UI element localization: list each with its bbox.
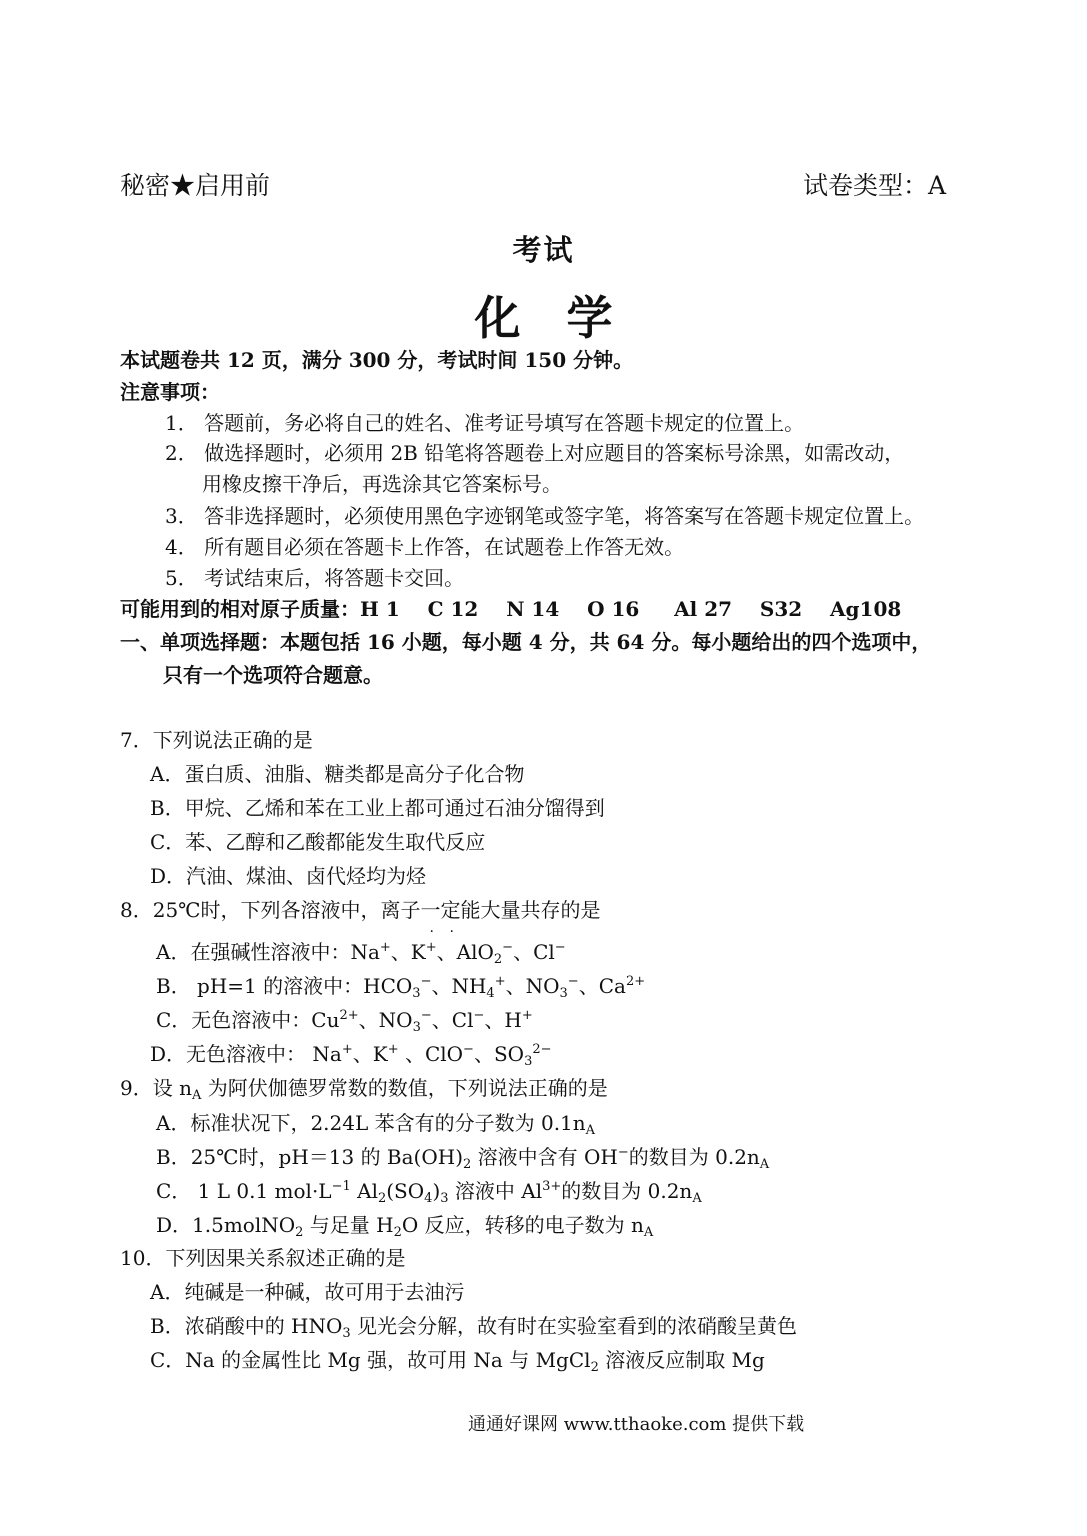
- notice-item: 2． 做选择题时，必须用 2B 铅笔将答题卷上对应题目的答案标号涂黑，如需改动，: [165, 441, 905, 465]
- q7-option-b: B．甲烷、乙烯和苯在工业上都可通过石油分馏得到: [150, 796, 605, 820]
- header-confidential: 秘密★启用前: [120, 171, 271, 200]
- notice-item: 4． 所有题目必须在答题卡上作答，在试题卷上作答无效。: [165, 535, 685, 559]
- q8-option-d: D．无色溶液中： Na+、K+ 、ClO−、$SO_3^{2-}$: [150, 1042, 552, 1069]
- question-8-stem: 8．25℃时，下列各溶液中，离子一定能大量共存的是: [120, 898, 601, 922]
- footer-source: 通通好课网 www.tthaoke.com 提供下载: [468, 1414, 805, 1435]
- q8-option-b: B． pH=1 的溶液中：$HCO_3^-$、$NH_4^+$、$NO_3^-$、$Ca^{2+}$: [156, 974, 646, 1001]
- question-7-stem: 7．下列说法正确的是: [120, 728, 313, 752]
- q7-option-c: C．苯、乙醇和乙酸都能发生取代反应: [150, 830, 486, 854]
- section-heading-cont: 只有一个选项符合题意。: [163, 663, 383, 687]
- q9-option-a: A．标准状况下，2.24L 苯含有的分子数为 $0.1n_A$: [156, 1111, 596, 1138]
- notice-item: 1． 答题前，务必将自己的姓名、准考证号填写在答题卡规定的位置上。: [165, 411, 805, 435]
- q7-option-a: A．蛋白质、油脂、糖类都是高分子化合物: [150, 762, 525, 786]
- section-heading: 一、单项选择题：本题包括 16 小题，每小题 4 分，共 64 分。每小题给出的四个选项中，: [120, 630, 932, 654]
- q10-option-c: C．Na 的金属性比 Mg 强，故可用 Na 与 MgCl$_2$ 溶液反应制取 Mg: [150, 1348, 765, 1375]
- intro-text: 本试题卷共 12 页，满分 300 分，考试时间 150 分钟。: [120, 348, 634, 372]
- emphasis-char: 定: [440, 898, 461, 922]
- emphasis-char: 一: [420, 898, 441, 922]
- q8-option-c: C．无色溶液中：$Cu^{2+}$、$NO_3^-$、Cl−、H+: [156, 1008, 533, 1035]
- notice-item: 3． 答非选择题时，必须使用黑色字迹钢笔或签字笔，将答案写在答题卡规定位置上。: [165, 504, 925, 528]
- q7-option-d: D．汽油、煤油、卤代烃均为烃: [150, 864, 427, 888]
- atomic-mass: 可能用到的相对原子质量：H 1 C 12 N 14 O 16 Al 27 S32 Ag108: [120, 597, 902, 621]
- notice-item: 5． 考试结束后，将答题卡交回。: [165, 566, 465, 590]
- question-9-stem: 9．设 $n_A$ 为阿伏伽德罗常数的数值，下列说法正确的是: [120, 1076, 608, 1103]
- q10-option-b: B．浓硝酸中的 $HNO_3$ 见光会分解，故有时在实验室看到的浓硝酸呈黄色: [150, 1314, 798, 1341]
- subject-title: 化学: [474, 291, 659, 345]
- question-10-stem: 10．下列因果关系叙述正确的是: [120, 1246, 406, 1270]
- q8-option-a: A．在强碱性溶液中：Na+、K+、AlO$_2$−、Cl−: [156, 940, 566, 967]
- q9-option-b: B．25℃时，pH＝13 的 $Ba(OH)_2$ 溶液中含有 OH−的数目为 $0.2n_A$: [156, 1145, 770, 1172]
- notice-title: 注意事项：: [120, 380, 220, 404]
- q9-option-c: C． 1 L 0.1 $mol\cdot L^{-1}$ $Al_2(SO_4)_3$ 溶液中 $Al^{3+}$的数目为 $0.2n_A$: [156, 1179, 702, 1206]
- header-paper-type: 试卷类型：A: [803, 171, 947, 200]
- q10-option-a: A．纯碱是一种碱，故可用于去油污: [150, 1280, 465, 1304]
- notice-item: 用橡皮擦干净后，再选涂其它答案标号。: [202, 472, 562, 496]
- q9-option-d: D．1.5molNO$_2$ 与足量 $H_2O$ 反应，转移的电子数为 $n_A$: [156, 1213, 654, 1240]
- page-title: 考试: [512, 233, 575, 267]
